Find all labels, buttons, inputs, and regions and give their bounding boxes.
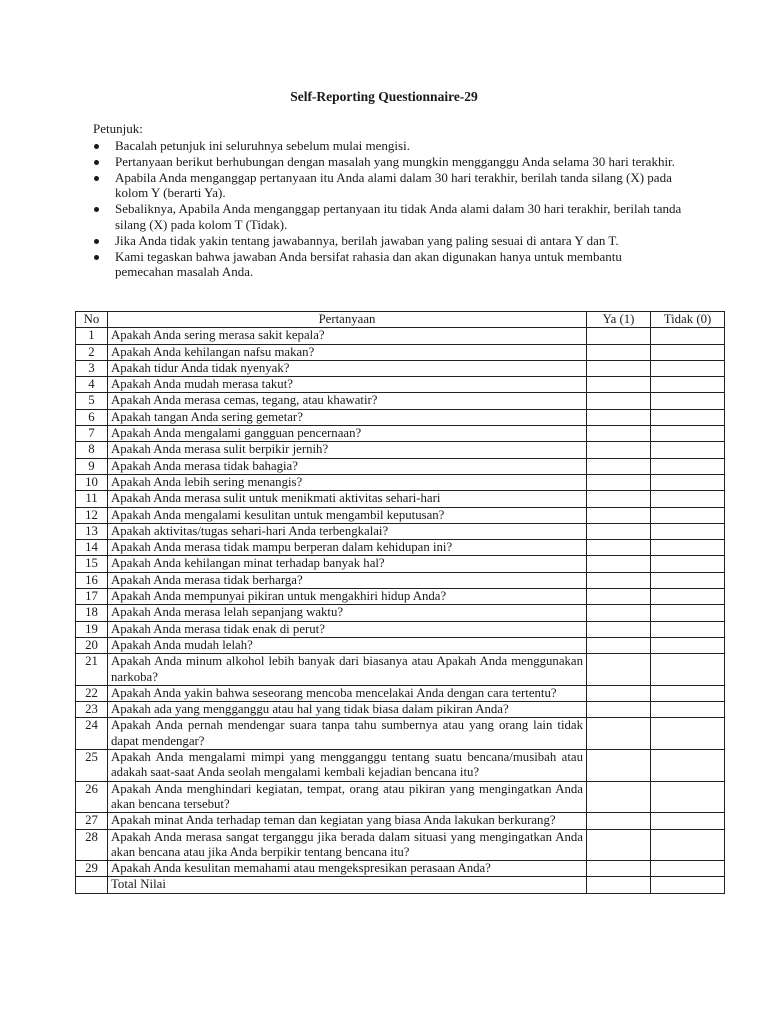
question-text: Apakah Anda menghindari kegiatan, tempat, orang atau pikiran yang mengingatkan Anda akan bencana tersebut? [108,781,587,813]
row-number: 6 [76,409,108,425]
tidak-cell[interactable] [651,829,725,861]
question-text: Apakah Anda kehilangan minat terhadap banyak hal? [108,556,587,572]
table-row [76,344,725,360]
bullet-icon [94,255,99,260]
table-row [76,829,725,861]
row-number: 16 [76,572,108,588]
table-row [76,750,725,782]
ya-cell[interactable] [587,409,651,425]
instruction-item [93,233,683,249]
ya-cell[interactable] [587,589,651,605]
instruction-item [93,249,683,280]
tidak-cell[interactable] [651,781,725,813]
total-ya-cell[interactable] [587,877,651,893]
table-row [76,377,725,393]
total-row [76,877,725,893]
question-text: Apakah Anda merasa tidak bahagia? [108,458,587,474]
row-number: 10 [76,474,108,490]
question-text: Apakah Anda mudah merasa takut? [108,377,587,393]
question-text: Apakah Anda merasa tidak berharga? [108,572,587,588]
questionnaire-table [75,311,725,894]
row-number: 15 [76,556,108,572]
row-number: 28 [76,829,108,861]
tidak-cell[interactable] [651,685,725,701]
question-text: Apakah Anda minum alkohol lebih banyak dari biasanya atau Apakah Anda menggunakan narkoba? [108,654,587,686]
header-pertanyaan: Pertanyaan [108,312,587,328]
tidak-cell[interactable] [651,621,725,637]
tidak-cell[interactable] [651,637,725,653]
ya-cell[interactable] [587,458,651,474]
instruction-text: Jika Anda tidak yakin tentang jawabannya, berilah jawaban yang paling sesuai di antara Y dan T. [115,232,619,248]
tidak-cell[interactable] [651,589,725,605]
ya-cell[interactable] [587,702,651,718]
question-text: Apakah Anda kehilangan nafsu makan? [108,344,587,360]
instructions-heading: Petunjuk: [93,121,143,136]
table-row [76,507,725,523]
table-header-row [76,312,725,328]
question-text: Apakah Anda merasa sangat terganggu jika berada dalam situasi yang mengingatkan Anda akan bencana atau jika Anda berpikir tentang bencana itu? [108,829,587,861]
row-number: 11 [76,491,108,507]
row-number: 19 [76,621,108,637]
row-number: 26 [76,781,108,813]
tidak-cell[interactable] [651,458,725,474]
row-number: 9 [76,458,108,474]
row-number: 3 [76,360,108,376]
total-tidak-cell[interactable] [651,877,725,893]
tidak-cell[interactable] [651,507,725,523]
question-text: Apakah Anda mudah lelah? [108,637,587,653]
header-tidak: Tidak (0) [651,312,725,328]
tidak-cell[interactable] [651,750,725,782]
row-number: 13 [76,523,108,539]
tidak-cell[interactable] [651,409,725,425]
ya-cell[interactable] [587,685,651,701]
table-row [76,491,725,507]
instruction-text: Pertanyaan berikut berhubungan dengan masalah yang mungkin mengganggu Anda selama 30 hari terakhir. [115,153,675,169]
row-number: 1 [76,328,108,344]
tidak-cell[interactable] [651,393,725,409]
tidak-cell[interactable] [651,718,725,750]
table-row [76,781,725,813]
row-number: 2 [76,344,108,360]
ya-cell[interactable] [587,426,651,442]
ya-cell[interactable] [587,491,651,507]
table-row [76,718,725,750]
row-number: 23 [76,702,108,718]
tidak-cell[interactable] [651,360,725,376]
ya-cell[interactable] [587,556,651,572]
question-text: Apakah Anda mengalami mimpi yang mengganggu tentang suatu bencana/musibah atau adakah saat-saat Anda seolah mengalami kembali kejadian bencana itu? [108,750,587,782]
table-row [76,409,725,425]
tidak-cell[interactable] [651,861,725,877]
table-row [76,813,725,829]
table-row [76,861,725,877]
table-row [76,540,725,556]
table-row [76,393,725,409]
tidak-cell[interactable] [651,556,725,572]
ya-cell[interactable] [587,813,651,829]
row-number: 12 [76,507,108,523]
table-row [76,458,725,474]
row-number: 22 [76,685,108,701]
question-text: Apakah aktivitas/tugas sehari-hari Anda terbengkalai? [108,523,587,539]
question-text: Apakah tidur Anda tidak nyenyak? [108,360,587,376]
ya-cell[interactable] [587,393,651,409]
ya-cell[interactable] [587,474,651,490]
table-row [76,572,725,588]
tidak-cell[interactable] [651,491,725,507]
bullet-icon [94,144,99,149]
row-number: 24 [76,718,108,750]
table-row [76,637,725,653]
bullet-icon [94,239,99,244]
tidak-cell[interactable] [651,377,725,393]
question-text: Apakah ada yang mengganggu atau hal yang tidak biasa dalam pikiran Anda? [108,702,587,718]
table-row [76,556,725,572]
question-text: Apakah minat Anda terhadap teman dan kegiatan yang biasa Anda lakukan berkurang? [108,813,587,829]
row-number: 18 [76,605,108,621]
question-text: Apakah Anda mempunyai pikiran untuk mengakhiri hidup Anda? [108,589,587,605]
ya-cell[interactable] [587,829,651,861]
instruction-item [93,154,683,170]
question-text: Apakah tangan Anda sering gemetar? [108,409,587,425]
bullet-icon [94,207,99,212]
table-row [76,442,725,458]
question-text: Apakah Anda yakin bahwa seseorang mencoba mencelakai Anda dengan cara tertentu? [108,685,587,701]
instruction-item [93,170,683,201]
instructions-section [93,121,683,280]
instructions-list [93,138,683,280]
instruction-text: Apabila Anda menganggap pertanyaan itu Anda alami dalam 30 hari terakhir, berilah tanda silang (X) pada kolom Y (berarti Ya). [115,169,672,200]
ya-cell[interactable] [587,750,651,782]
header-no: No [76,312,108,328]
tidak-cell[interactable] [651,572,725,588]
total-number-cell [76,877,108,893]
row-number: 4 [76,377,108,393]
row-number: 27 [76,813,108,829]
tidak-cell[interactable] [651,654,725,686]
tidak-cell[interactable] [651,442,725,458]
question-text: Apakah Anda mengalami gangguan pencernaan? [108,426,587,442]
question-text: Apakah Anda merasa sulit berpikir jernih? [108,442,587,458]
ya-cell[interactable] [587,507,651,523]
row-number: 8 [76,442,108,458]
bullet-icon [94,160,99,165]
question-text: Apakah Anda merasa lelah sepanjang waktu? [108,605,587,621]
header-ya: Ya (1) [587,312,651,328]
ya-cell[interactable] [587,344,651,360]
instruction-text: Bacalah petunjuk ini seluruhnya sebelum mulai mengisi. [115,137,410,153]
ya-cell[interactable] [587,328,651,344]
ya-cell[interactable] [587,572,651,588]
tidak-cell[interactable] [651,605,725,621]
table-row [76,523,725,539]
tidak-cell[interactable] [651,426,725,442]
question-text: Apakah Anda mengalami kesulitan untuk mengambil keputusan? [108,507,587,523]
row-number: 29 [76,861,108,877]
table-row [76,605,725,621]
tidak-cell[interactable] [651,813,725,829]
question-text: Apakah Anda merasa cemas, tegang, atau khawatir? [108,393,587,409]
row-number: 25 [76,750,108,782]
ya-cell[interactable] [587,540,651,556]
row-number: 14 [76,540,108,556]
instruction-text: Sebaliknya, Apabila Anda menganggap pertanyaan itu tidak Anda alami dalam 30 hari terakhir, berilah tanda silang (X) pada kolom T (Tidak). [115,201,682,232]
tidak-cell[interactable] [651,540,725,556]
ya-cell[interactable] [587,861,651,877]
tidak-cell[interactable] [651,344,725,360]
table-row [76,328,725,344]
bullet-icon [94,176,99,181]
row-number: 20 [76,637,108,653]
ya-cell[interactable] [587,360,651,376]
ya-cell[interactable] [587,718,651,750]
tidak-cell[interactable] [651,328,725,344]
ya-cell[interactable] [587,781,651,813]
question-text: Apakah Anda merasa tidak mampu berperan dalam kehidupan ini? [108,540,587,556]
ya-cell[interactable] [587,605,651,621]
table-row [76,702,725,718]
table-row [76,474,725,490]
tidak-cell[interactable] [651,523,725,539]
ya-cell[interactable] [587,523,651,539]
ya-cell[interactable] [587,377,651,393]
ya-cell[interactable] [587,621,651,637]
question-text: Apakah Anda merasa tidak enak di perut? [108,621,587,637]
page-title: Self-Reporting Questionnaire-29 [290,89,478,104]
table-row [76,685,725,701]
question-text: Apakah Anda pernah mendengar suara tanpa tahu sumbernya atau yang orang lain tidak dapat mendengar? [108,718,587,750]
table-row [76,426,725,442]
question-text: Apakah Anda merasa sulit untuk menikmati aktivitas sehari-hari [108,491,587,507]
row-number: 17 [76,589,108,605]
tidak-cell[interactable] [651,702,725,718]
ya-cell[interactable] [587,442,651,458]
instruction-item [93,138,683,154]
row-number: 21 [76,654,108,686]
table-row [76,621,725,637]
table-row [76,654,725,686]
row-number: 5 [76,393,108,409]
question-text: Apakah Anda kesulitan memahami atau mengekspresikan perasaan Anda? [108,861,587,877]
instruction-text: Kami tegaskan bahwa jawaban Anda bersifat rahasia dan akan digunakan hanya untuk membantu pemecahan masalah Anda. [115,248,622,279]
question-text: Apakah Anda sering merasa sakit kepala? [108,328,587,344]
table-row [76,360,725,376]
table-body [76,328,725,893]
instruction-item [93,201,683,232]
total-label: Total Nilai [108,877,587,893]
question-text: Apakah Anda lebih sering menangis? [108,474,587,490]
row-number: 7 [76,426,108,442]
tidak-cell[interactable] [651,474,725,490]
ya-cell[interactable] [587,637,651,653]
table-row [76,589,725,605]
ya-cell[interactable] [587,654,651,686]
